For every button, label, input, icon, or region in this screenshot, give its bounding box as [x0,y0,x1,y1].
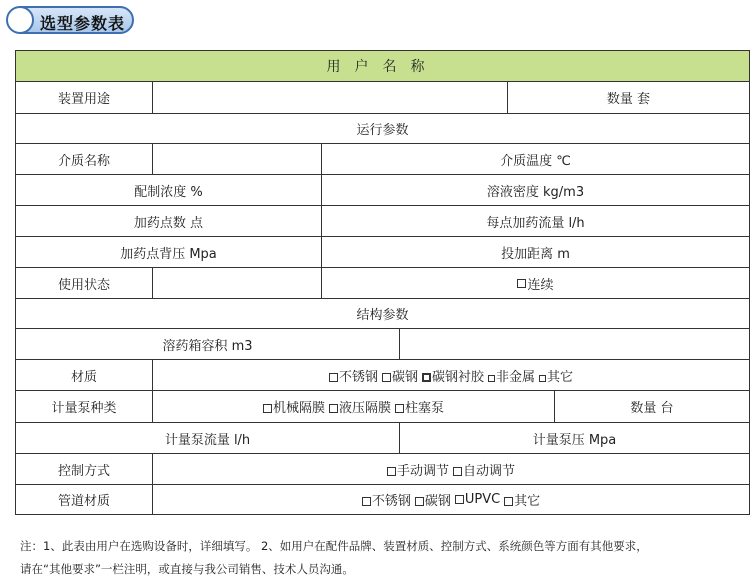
concentration-field[interactable]: 配制浓度 % [16,175,322,206]
tank-volume-value[interactable] [400,329,749,360]
checkbox-icon[interactable] [488,375,495,382]
checkbox-icon[interactable] [263,404,272,413]
back-pressure-field[interactable]: 加药点背压 Mpa [16,237,322,268]
checkbox-icon[interactable] [329,373,338,382]
usage-status-field[interactable] [153,268,322,299]
flow-per-point-field[interactable]: 每点加药流量 l/h [322,206,749,237]
checkbox-icon[interactable] [539,375,546,382]
pipe-material-options [153,485,749,514]
material-option[interactable]: 其它 [539,366,573,385]
checkbox-icon[interactable] [422,373,431,382]
medium-name-label: 介质名称 [16,144,153,175]
checkbox-icon[interactable] [455,495,464,504]
checkbox-icon[interactable] [517,279,526,288]
material-option[interactable]: 碳钢 [382,366,418,385]
continuous-label: 连续 [527,277,554,293]
distance-field[interactable]: 投加距离 m [322,237,749,268]
customer-name-header: 用户名称 [16,51,749,82]
pump-type-option[interactable]: 柱塞泵 [395,397,444,416]
material-options [153,360,749,391]
checkbox-icon[interactable] [504,497,513,506]
pump-type-option[interactable]: 机械隔膜 [263,397,325,416]
medium-name-field[interactable] [153,144,322,175]
usage-label: 装置用途 [16,82,153,114]
control-option[interactable]: 手动调节 [387,460,449,479]
quantity-units-field[interactable]: 数量 台 [555,391,749,423]
dosing-points-field[interactable]: 加药点数 点 [16,206,322,237]
quantity-sets-field[interactable]: 数量 套 [508,82,749,114]
checkbox-icon[interactable] [382,373,391,382]
pump-flow-field[interactable]: 计量泵流量 l/h [16,423,400,454]
pump-type-option[interactable]: 液压隔膜 [329,397,391,416]
continuous-option[interactable] [322,268,749,299]
pipe-option[interactable]: 碳钢 [415,490,451,509]
section-title-badge [6,6,134,34]
checkbox-icon[interactable] [387,467,396,476]
pump-type-label: 计量泵种类 [16,391,153,423]
operating-params-heading: 运行参数 [16,114,749,144]
material-option[interactable]: 碳钢衬胶 [422,366,484,385]
control-mode-options [153,454,749,485]
checkbox-icon[interactable] [395,404,404,413]
checkbox-icon[interactable] [453,467,462,476]
pipe-option[interactable]: UPVC [455,492,500,507]
material-option[interactable]: 非金属 [488,366,535,385]
pipe-material-label: 管道材质 [16,485,153,514]
material-label: 材质 [16,360,153,391]
usage-status-label: 使用状态 [16,268,153,299]
medium-temp-field[interactable]: 介质温度 ℃ [322,144,749,175]
material-option[interactable]: 不锈钢 [329,366,378,385]
pipe-option[interactable]: 不锈钢 [362,490,411,509]
checkbox-icon[interactable] [415,497,424,506]
control-mode-label: 控制方式 [16,454,153,485]
structure-params-heading: 结构参数 [16,299,749,329]
section-title: 选型参数表 [40,14,126,33]
checkbox-icon[interactable] [329,404,338,413]
checkbox-icon[interactable] [362,497,371,506]
usage-field[interactable] [153,82,508,114]
pipe-option[interactable]: 其它 [504,490,540,509]
footnote-line-2: 请在“其他要求”一栏注明，或直接与我公司销售、技术人员沟通。 [20,562,354,576]
selection-form [15,50,750,515]
tank-volume-field[interactable]: 溶药箱容积 m3 [16,329,400,360]
circle-icon [6,6,34,34]
control-option[interactable]: 自动调节 [453,460,515,479]
pump-pressure-field[interactable]: 计量泵压 Mpa [400,423,749,454]
pump-type-options [153,391,555,423]
solution-density-field[interactable]: 溶液密度 kg/m3 [322,175,749,206]
footnote-line-1: 注：1、此表由用户在选购设备时，详细填写。 2、如用户在配件品牌、装置材质、控制方式、系统颜色等方面有其他要求， [20,539,648,553]
